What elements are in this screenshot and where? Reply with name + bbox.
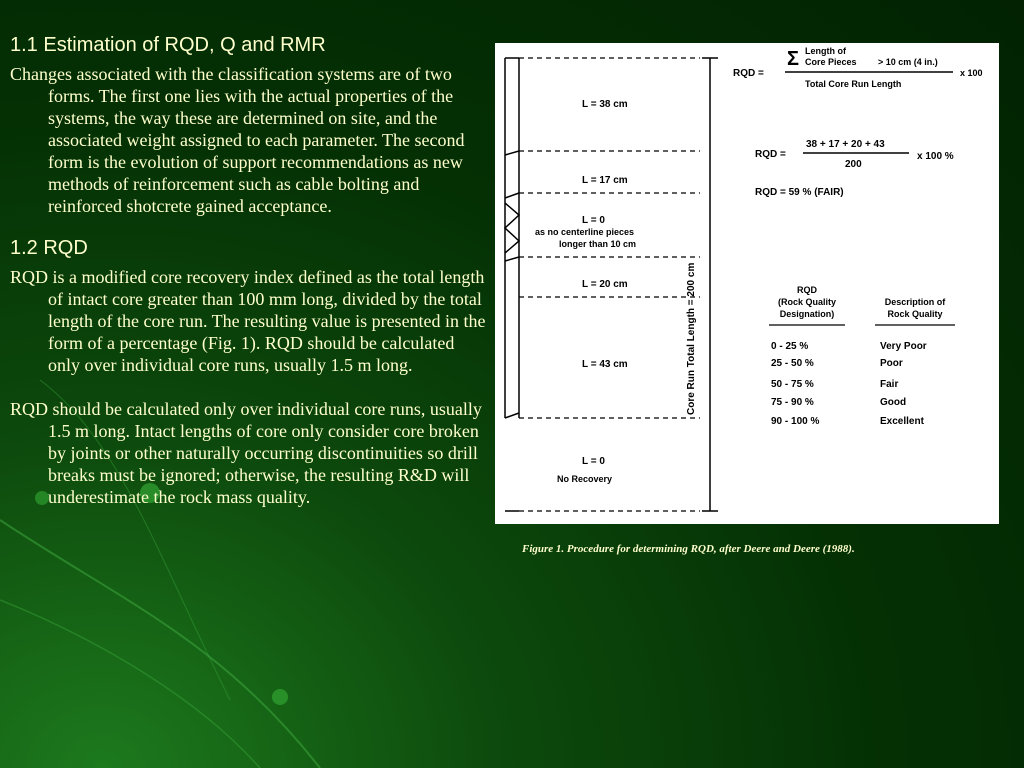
section-paragraph-1: Changes associated with the classification systems are of two forms. The first one lies with the actual properties of the systems, the way these are determined on site, and the associated weight assigned to each parameter. The second form is the evolution of support recommendations as new methods of reinforcement such as cable bolting and reinforced shotcrete gained acceptance.	[10, 64, 465, 216]
core-label: L = 0	[582, 215, 605, 226]
figure-caption: Figure 1. Procedure for determining RQD, after Deere and Deere (1988).	[522, 543, 855, 555]
total-length-label: Core Run Total Length = 200 cm	[686, 262, 697, 415]
rqd-figure	[495, 43, 999, 524]
section-heading-1: 1.1 Estimation of RQD, Q and RMR	[10, 34, 326, 56]
text-column	[10, 34, 488, 508]
core-label: L = 43 cm	[582, 359, 628, 370]
table-header-rqd: (Rock Quality	[777, 297, 837, 307]
table-row-desc: Fair	[880, 379, 899, 390]
calc-denominator: 200	[845, 159, 862, 170]
table-row-range: 75 - 90 %	[771, 397, 814, 408]
table-row-desc: Poor	[880, 358, 903, 369]
core-label: L = 0	[582, 456, 605, 467]
calc-result: RQD = 59 % (FAIR)	[755, 187, 844, 198]
table-header-desc: Description of	[884, 297, 946, 307]
decor-dot	[272, 689, 288, 705]
calc-lhs: RQD =	[755, 149, 786, 160]
formula-condition: > 10 cm (4 in.)	[878, 57, 938, 67]
section-paragraph-3: RQD should be calculated only over individual core runs, usually 1.5 m long. Intact lengths of core only consider core broken by joints or other naturally occurring discontinuities so drill breaks must be ignored; otherwise, the resulting R&D will underestimate the rock mass quality.	[10, 399, 482, 507]
formula-denominator: Total Core Run Length	[805, 79, 902, 89]
section-heading-2: 1.2 RQD	[10, 237, 88, 259]
core-label: L = 17 cm	[582, 175, 628, 186]
core-label: L = 38 cm	[582, 99, 628, 110]
core-label: No Recovery	[557, 474, 613, 484]
formula-times: x 100	[960, 68, 983, 78]
table-row-range: 50 - 75 %	[771, 379, 814, 390]
formula-lhs: RQD =	[733, 68, 764, 79]
table-row-range: 0 - 25 %	[771, 341, 809, 352]
core-label: L = 20 cm	[582, 279, 628, 290]
table-header-rqd: Designation)	[779, 309, 835, 319]
table-header-desc: Rock Quality	[887, 309, 943, 319]
formula-numerator-2: Core Pieces	[805, 57, 857, 67]
core-label: longer than 10 cm	[559, 239, 637, 249]
table-row-desc: Very Poor	[880, 341, 927, 352]
core-label: as no centerline pieces	[535, 227, 635, 237]
formula-numerator-1: Length of	[805, 46, 846, 56]
sigma-symbol: Σ	[787, 48, 800, 70]
section-paragraph-2: RQD is a modified core recovery index defined as the total length of intact core greater than 100 mm long, divided by the total length of the core run. The resulting value is presented in the form of a percentage (Fig. 1). RQD should be calculated only over individual core runs, usually 1.5 m long.	[10, 267, 486, 375]
table-row-desc: Good	[880, 397, 907, 408]
table-row-desc: Excellent	[880, 416, 924, 427]
table-header-rqd: RQD	[797, 285, 817, 295]
calc-times: x 100 %	[917, 151, 954, 162]
table-row-range: 90 - 100 %	[771, 416, 820, 427]
table-row-range: 25 - 50 %	[771, 358, 814, 369]
rqd-diagram	[495, 43, 999, 524]
calc-numerator: 38 + 17 + 20 + 43	[806, 139, 885, 150]
